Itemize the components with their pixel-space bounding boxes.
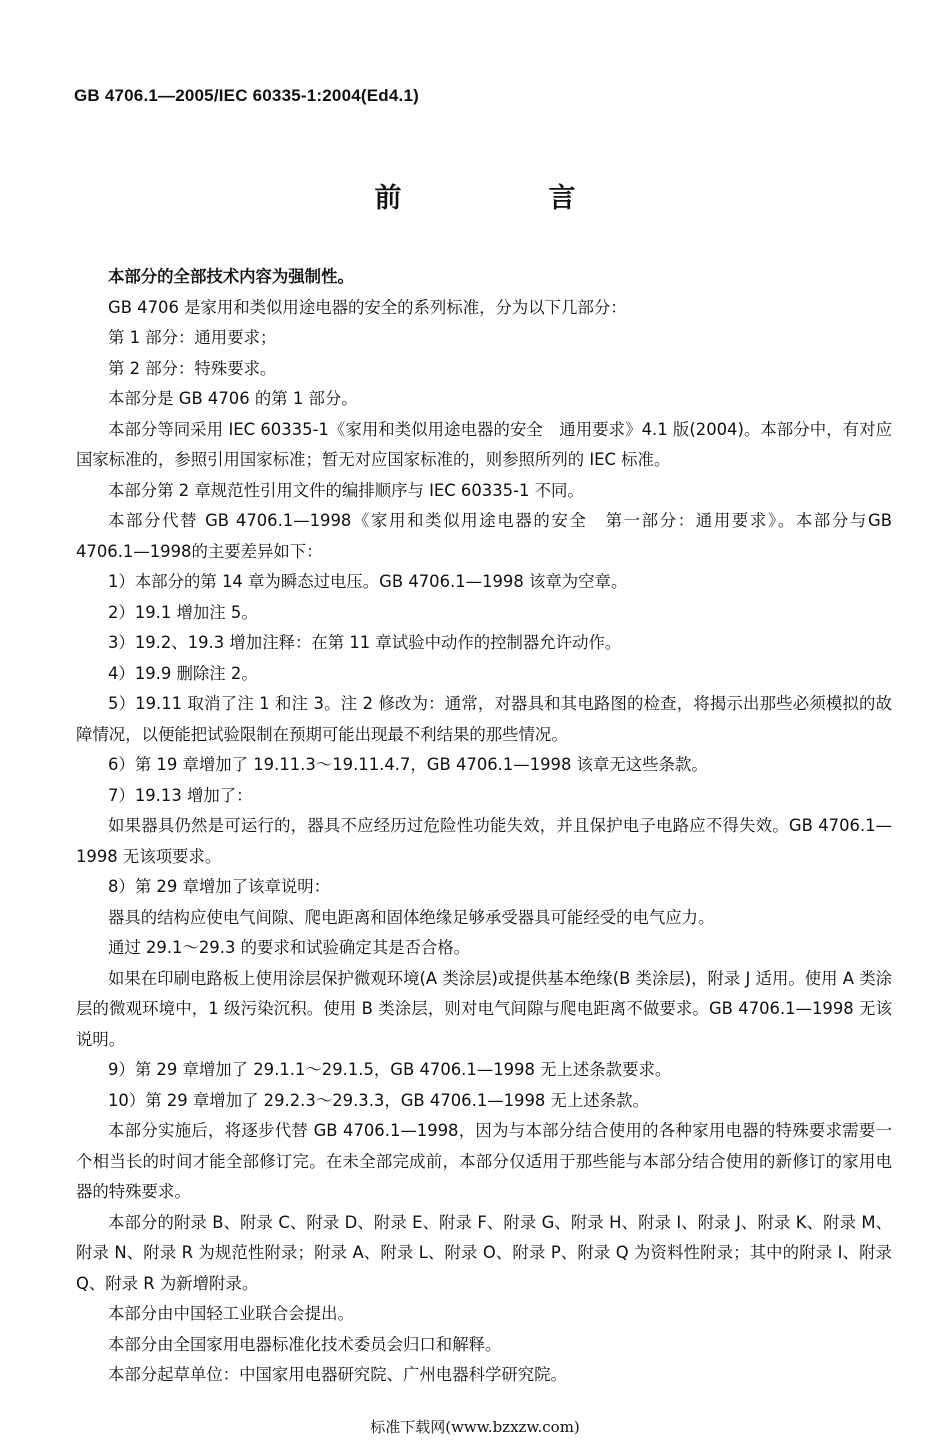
paragraph: 通过 29.1～29.3 的要求和试验确定其是否合格。 (108, 938, 471, 957)
paragraph: 本部分起草单位：中国家用电器研究院、广州电器科学研究院。 (108, 1365, 567, 1384)
paragraph: GB 4706 是家用和类似用途电器的安全的系列标准，分为以下几部分： (108, 297, 627, 317)
paragraph: 如果在印刷电路板上使用涂层保护微观环境(A 类涂层)或提供基本绝缘(B 类涂层)，附录 J 适用。使用 A 类涂层的微观环境中，1 级污染沉积。使用 B 类涂层，则对电气间隙与爬电距离不做要求。GB 4706.1—1998 无该说明。 (76, 968, 892, 1049)
preface-body (76, 262, 892, 1391)
paragraph: 本部分等同采用 IEC 60335-1《家用和类似用途电器的安全 通用要求》4.1 版(2004)。本部分中，有对应国家标准的，参照引用国家标准；暂无对应国家标准的，则参照所列的 IEC 标准。 (76, 419, 892, 469)
paragraph: 5）19.11 取消了注 1 和注 3。注 2 修改为：通常，对器具和其电路图的检查，将揭示出那些必须模拟的故障情况，以便能把试验限制在预期可能出现最不利结果的那些情况。 (76, 694, 892, 744)
paragraph: 第 1 部分：通用要求； (108, 328, 277, 347)
paragraph: 6）第 19 章增加了 19.11.3～19.11.4.7，GB 4706.1—1998 该章无这些条款。 (108, 755, 708, 774)
paragraph: 10）第 29 章增加了 29.2.3～29.3.3，GB 4706.1—1998 无上述条款。 (108, 1090, 649, 1110)
paragraph: 8）第 29 章增加了该章说明： (108, 877, 331, 896)
paragraph: 本部分的附录 B、附录 C、附录 D、附录 E、附录 F、附录 G、附录 H、附录 I、附录 J、附录 K、附录 M、附录 N、附录 R 为规范性附录；附录 A、附录 L、附录 O、附录 P、附录 Q 为资料性附录；其中的附录 I、附录 Q、附录 R 为新增附录。 (76, 1212, 892, 1293)
paragraph: 2）19.1 增加注 5。 (108, 602, 258, 622)
section-title: 前 言 (374, 183, 636, 214)
paragraph: 本部分实施后，将逐步代替 GB 4706.1—1998，因为与本部分结合使用的各种家用电器的特殊要求需要一个相当长的时间才能全部修订完。在未全部完成前，本部分仅适用于那些能与本部分结合使用的新修订的家用电器的特殊要求。 (76, 1121, 892, 1201)
standard-number-header: GB 4706.1—2005/IEC 60335-1:2004(Ed4.1) (74, 86, 419, 105)
paragraph: 第 2 部分：特殊要求。 (108, 358, 277, 378)
paragraph: 4）19.9 删除注 2。 (108, 663, 258, 683)
paragraph: 本部分代替 GB 4706.1—1998《家用和类似用途电器的安全 第一部分：通用要求》。本部分与GB 4706.1—1998的主要差异如下： (76, 511, 892, 561)
paragraph: 9）第 29 章增加了 29.1.1～29.1.5，GB 4706.1—1998 无上述条款要求。 (108, 1060, 672, 1079)
paragraph: 本部分是 GB 4706 的第 1 部分。 (108, 389, 358, 408)
paragraph: 本部分由中国轻工业联合会提出。 (108, 1304, 354, 1323)
paragraph: 本部分第 2 章规范性引用文件的编排顺序与 IEC 60335-1 不同。 (108, 480, 584, 500)
source-footer: 标准下载网(www.bzxzw.com) (370, 1418, 580, 1436)
paragraph: 本部分由全国家用电器标准化技术委员会归口和解释。 (108, 1334, 502, 1354)
paragraph: 1）本部分的第 14 章为瞬态过电压。GB 4706.1—1998 该章为空章。 (108, 572, 628, 591)
paragraph: 3）19.2、19.3 增加注释：在第 11 章试验中动作的控制器允许动作。 (108, 633, 622, 652)
paragraph: 7）19.13 增加了： (108, 785, 253, 805)
paragraph: 如果器具仍然是可运行的，器具不应经历过危险性功能失效，并且保护电子电路应不得失效。GB 4706.1—1998 无该项要求。 (76, 816, 892, 866)
paragraph: 器具的结构应使电气间隙、爬电距离和固体绝缘足够承受器具可能经受的电气应力。 (108, 907, 715, 927)
paragraph: 本部分的全部技术内容为强制性。 (108, 267, 354, 286)
